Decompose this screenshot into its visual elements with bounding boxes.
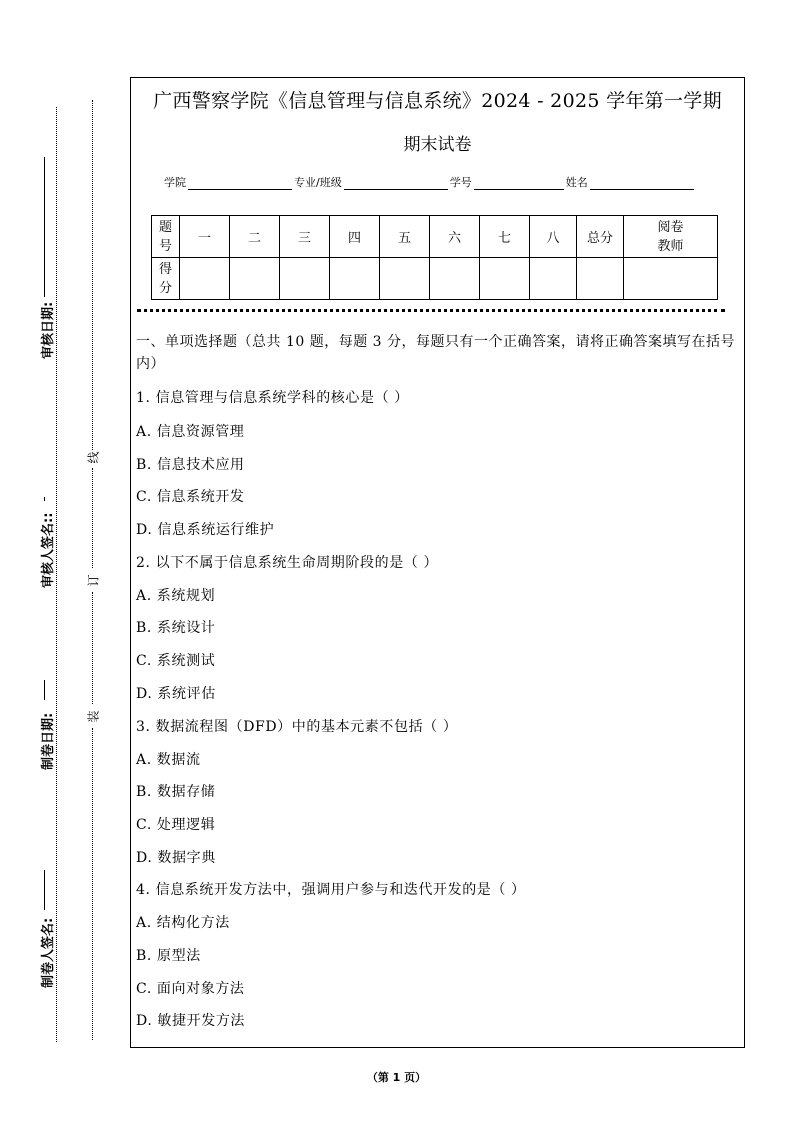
- college-label: 学院: [164, 176, 186, 189]
- section-heading: 一、单项选择题（总共 10 题，每题 3 分，每题只有一个正确答案，请将正确答案填写在括号内）: [136, 334, 736, 372]
- name-field[interactable]: [590, 176, 694, 190]
- question-2: 2. 以下不属于信息系统生命周期阶段的是（ ）: [136, 555, 439, 571]
- q1-option-c: C. 信息系统开发: [136, 489, 245, 505]
- score-col-2: 二: [230, 216, 280, 258]
- score-cell[interactable]: [280, 258, 330, 300]
- page-number-footer: （第 1 页）: [366, 1071, 427, 1084]
- grader-label: 阅卷 教师: [624, 216, 718, 258]
- q4-option-b: B. 原型法: [136, 948, 201, 964]
- q3-option-d: D. 数据字典: [136, 850, 216, 866]
- score-col-8: 八: [530, 216, 577, 258]
- bind-char-bind: 装: [86, 710, 101, 723]
- student-id-field[interactable]: [474, 176, 564, 190]
- grader-cell[interactable]: [624, 258, 718, 300]
- q2-option-a: A. 系统规划: [136, 588, 216, 604]
- score-table-value-row: [152, 258, 718, 300]
- student-id-label: 学号: [449, 176, 472, 189]
- exam-date-line: [44, 680, 45, 700]
- binding-dotted-line-middle: [92, 468, 93, 568]
- score-col-5: 五: [380, 216, 430, 258]
- q1-option-d: D. 信息系统运行维护: [136, 522, 275, 538]
- q3-option-a: A. 数据流: [136, 752, 201, 768]
- score-table: [151, 215, 718, 300]
- score-cell[interactable]: [530, 258, 577, 300]
- section-separator: [137, 309, 725, 312]
- score-col-7: 七: [480, 216, 530, 258]
- bind-char-line: 线: [86, 451, 101, 464]
- college-field[interactable]: [188, 176, 292, 190]
- question-3: 3. 数据流程图（DFD）中的基本元素不包括（ ）: [136, 719, 458, 735]
- score-cell[interactable]: [480, 258, 530, 300]
- score-col-1: 一: [180, 216, 230, 258]
- review-date-line: [44, 157, 45, 297]
- question-4: 4. 信息系统开发方法中，强调用户参与和迭代开发的是（ ）: [136, 882, 526, 898]
- score-row-label: 得 分: [152, 258, 180, 300]
- student-info-row: [164, 174, 696, 190]
- q1-option-a: A. 信息资源管理: [136, 424, 245, 440]
- score-cell[interactable]: [230, 258, 280, 300]
- name-label: 姓名: [565, 176, 588, 189]
- q3-option-c: C. 处理逻辑: [136, 817, 216, 833]
- binding-dotted-line-bottom: [92, 728, 93, 1040]
- bind-char-staple: 订: [86, 574, 101, 587]
- q3-option-b: B. 数据存储: [136, 784, 216, 800]
- score-table-header-row: [152, 216, 718, 258]
- reviewer-signature-line: [44, 497, 45, 501]
- q2-option-d: D. 系统评估: [136, 686, 216, 702]
- score-col-total: 总分: [577, 216, 624, 258]
- score-cell[interactable]: [330, 258, 380, 300]
- binding-dotted-line-lower: [92, 592, 93, 704]
- q4-option-a: A. 结构化方法: [136, 915, 230, 931]
- binding-dotted-line-upper: [92, 100, 93, 450]
- score-col-4: 四: [330, 216, 380, 258]
- question-1: 1. 信息管理与信息系统学科的核心是（ ）: [136, 390, 409, 406]
- score-col-6: 六: [430, 216, 480, 258]
- score-cell[interactable]: [430, 258, 480, 300]
- question-number-label: 题 号: [152, 216, 180, 258]
- score-cell-total[interactable]: [577, 258, 624, 300]
- score-col-3: 三: [280, 216, 330, 258]
- q2-option-c: C. 系统测试: [136, 653, 216, 669]
- binding-dotted-line-outer: [56, 107, 57, 1042]
- maker-signature-line: [44, 870, 45, 910]
- q2-option-b: B. 系统设计: [136, 620, 216, 636]
- exam-subtitle: 期末试卷: [403, 135, 472, 155]
- exam-title: 广西警察学院《信息管理与信息系统》2024 - 2025 学年第一学期: [153, 90, 722, 112]
- q1-option-b: B. 信息技术应用: [136, 457, 245, 473]
- major-class-field[interactable]: [344, 176, 448, 190]
- q4-option-c: C. 面向对象方法: [136, 981, 245, 997]
- q4-option-d: D. 敏捷开发方法: [136, 1013, 246, 1029]
- score-cell[interactable]: [380, 258, 430, 300]
- major-class-label: 专业/班级: [294, 176, 342, 189]
- score-cell[interactable]: [180, 258, 230, 300]
